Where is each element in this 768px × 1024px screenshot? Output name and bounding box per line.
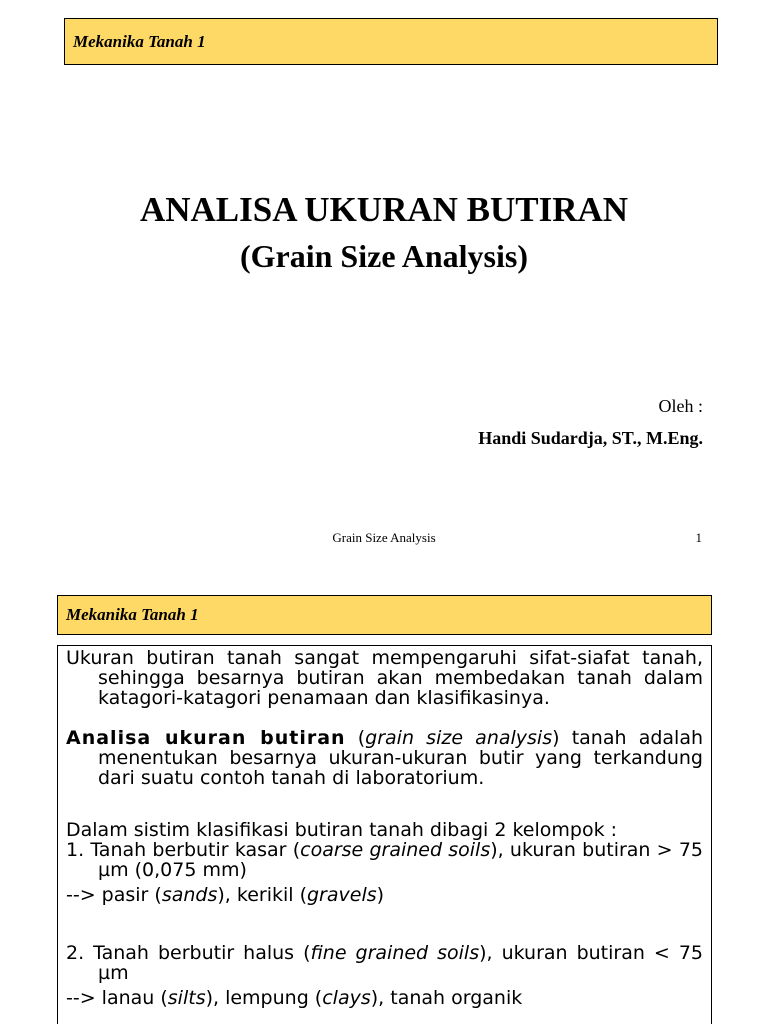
fine-english: fine grained soils <box>310 942 480 964</box>
slide1-footer-title: Grain Size Analysis <box>332 530 436 545</box>
definition-open-paren: ( <box>345 727 366 749</box>
fine-ex-a: --> lanau ( <box>66 987 168 1009</box>
paragraph-classification-intro: Dalam sistim klasifikasi butiran tanah dibagi 2 kelompok : <box>66 819 618 841</box>
slide1-title: ANALISA UKURAN BUTIRAN <box>139 190 629 229</box>
slide1-header-bar <box>64 18 718 65</box>
definition-term: Analisa ukuran butiran <box>66 727 346 749</box>
paragraph-definition <box>66 728 703 788</box>
list-item-fine <box>66 943 703 983</box>
slide1-page-number: 1 <box>695 530 702 545</box>
paragraph-intro: Ukuran butiran tanah sangat mempengaruhi sifat-siafat tanah, sehingga besarnya butiran akan membedakan tanah dalam katagori-katagori penamaan dan klasifikasinya. <box>66 647 703 709</box>
coarse-ex-sands: sands <box>161 884 218 906</box>
fine-ex-clays: clays <box>322 987 371 1009</box>
coarse-ex-c: ) <box>376 884 385 906</box>
fine-label: 2. Tanah berbutir halus ( <box>66 942 311 964</box>
slide2-header-bar <box>57 595 712 635</box>
coarse-ex-b: ), kerikil ( <box>217 884 307 906</box>
fine-ex-silts: silts <box>167 987 206 1009</box>
coarse-examples <box>66 885 703 905</box>
fine-size: ), ukuran butiran < 75 µm <box>98 942 704 984</box>
slide2-header-text: Mekanika Tanah 1 <box>66 605 199 624</box>
definition-text: ) tanah adalah menentukan besarnya ukuran-ukuran butir yang terkandung dari suatu contoh tanah di laboratorium. <box>98 727 703 789</box>
coarse-size: ), ukuran butiran > 75 µm (0,075 mm) <box>98 839 703 881</box>
fine-ex-c: ), tanah organik <box>370 987 523 1009</box>
author-name: Handi Sudardja, ST., M.Eng. <box>478 428 703 448</box>
coarse-english: coarse grained soils <box>300 839 491 861</box>
coarse-ex-gravels: gravels <box>307 884 377 906</box>
slide2-content-box <box>57 645 712 1024</box>
coarse-label: 1. Tanah berbutir kasar ( <box>66 839 301 861</box>
coarse-ex-a: --> pasir ( <box>66 884 162 906</box>
fine-ex-b: ), lempung ( <box>205 987 323 1009</box>
list-item-coarse <box>66 840 703 880</box>
slide1-header-text: Mekanika Tanah 1 <box>73 31 206 51</box>
definition-term-english: grain size analysis <box>365 727 553 749</box>
by-label: Oleh : <box>658 396 703 416</box>
slide1-subtitle: (Grain Size Analysis) <box>239 238 528 274</box>
fine-examples <box>66 988 703 1008</box>
